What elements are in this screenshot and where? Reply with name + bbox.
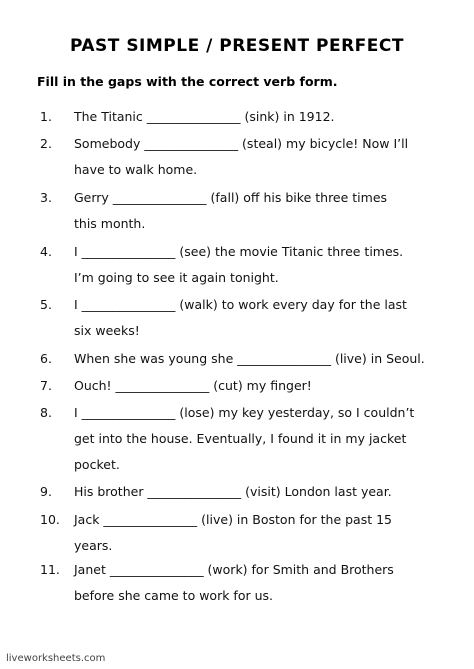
item-number: 1. bbox=[40, 109, 52, 124]
worksheet-title: PAST SIMPLE / PRESENT PERFECT bbox=[70, 36, 404, 56]
item-text bbox=[74, 292, 454, 344]
item-line: this month. bbox=[74, 216, 146, 231]
item-number: 7. bbox=[40, 378, 52, 393]
item-line: When she was young she _______________ (live) in Seoul. bbox=[74, 351, 425, 366]
item-number: 9. bbox=[40, 484, 52, 499]
instruction-text: Fill in the gaps with the correct verb form. bbox=[37, 74, 338, 89]
item-line: Ouch! _______________ (cut) my finger! bbox=[74, 378, 312, 393]
item-text bbox=[74, 239, 454, 291]
item-text bbox=[74, 373, 454, 399]
footer-watermark bbox=[6, 653, 105, 664]
item-text bbox=[74, 131, 454, 183]
item-line: I _______________ (walk) to work every day for the last bbox=[74, 297, 407, 312]
item-number: 3. bbox=[40, 190, 52, 205]
item-line: I _______________ (see) the movie Titanic three times. bbox=[74, 244, 404, 259]
item-text bbox=[74, 400, 454, 478]
item-line: Gerry _______________ (fall) off his bike three times bbox=[74, 190, 388, 205]
item-number: 5. bbox=[40, 297, 52, 312]
item-text bbox=[74, 507, 454, 559]
item-text bbox=[74, 346, 454, 372]
item-line: pocket. bbox=[74, 457, 120, 472]
item-line: get into the house. Eventually, I found it in my jacket bbox=[74, 431, 407, 446]
item-number: 2. bbox=[40, 136, 52, 151]
footer-brand: worksheets bbox=[23, 653, 81, 664]
item-text bbox=[74, 185, 454, 237]
item-line: have to walk home. bbox=[74, 162, 198, 177]
item-text bbox=[74, 479, 454, 505]
item-number: 6. bbox=[40, 351, 52, 366]
item-text bbox=[74, 104, 454, 130]
footer-suffix: .com bbox=[80, 653, 106, 664]
item-number: 4. bbox=[40, 244, 52, 259]
item-number: 11. bbox=[40, 562, 60, 577]
item-number: 10. bbox=[40, 512, 60, 527]
item-line: years. bbox=[74, 538, 113, 553]
item-line: six weeks! bbox=[74, 323, 140, 338]
item-line: I’m going to see it again tonight. bbox=[74, 270, 279, 285]
item-line: I _______________ (lose) my key yesterday, so I couldn’t bbox=[74, 405, 415, 420]
item-line: Janet _______________ (work) for Smith and Brothers bbox=[74, 562, 394, 577]
item-line: before she came to work for us. bbox=[74, 588, 273, 603]
item-line: His brother _______________ (visit) London last year. bbox=[74, 484, 392, 499]
item-line: The Titanic _______________ (sink) in 1912. bbox=[74, 109, 335, 124]
item-text bbox=[74, 557, 454, 609]
item-line: Somebody _______________ (steal) my bicycle! Now I’ll bbox=[74, 136, 409, 151]
item-number: 8. bbox=[40, 405, 52, 420]
footer-prefix: live bbox=[6, 653, 24, 664]
item-line: Jack _______________ (live) in Boston for the past 15 bbox=[74, 512, 392, 527]
